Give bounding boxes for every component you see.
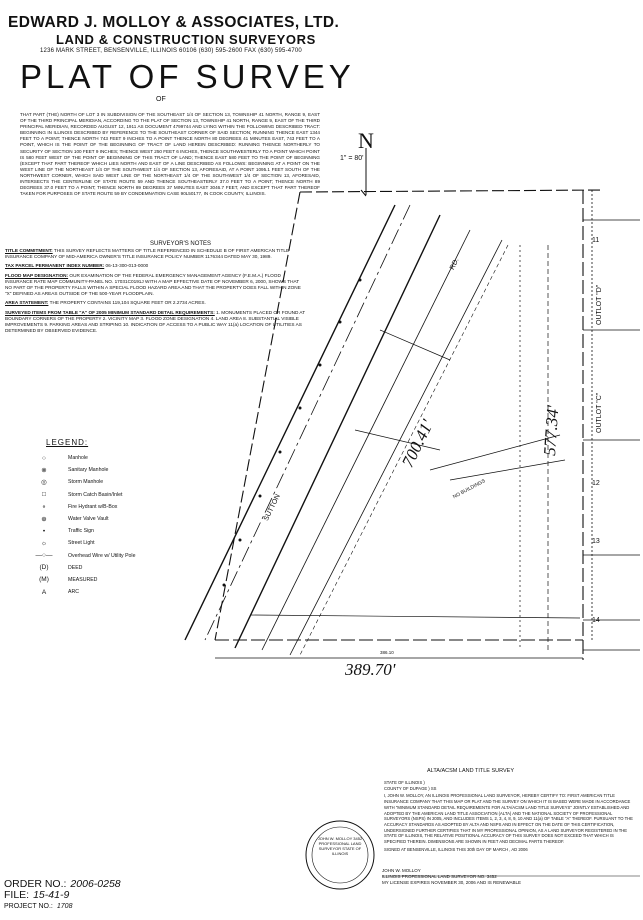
sig-line3: MY LICENSE EXPIRES NOVEMBER 30, 2006 AND IS RENEWABLE bbox=[382, 880, 522, 885]
seal-text: JOHN W. MOLLOY 3452 PROFESSIONAL LAND SURVEYOR STATE OF ILLINOIS bbox=[317, 836, 363, 856]
cert-state: STATE OF ILLINOIS ) bbox=[384, 780, 425, 785]
legal-description: THAT PART (THE) NORTH OF LOT 3 IN SUBDIVISION OF THE SOUTHEAST 1/4 OF SECTION 13, TOWNSHIP 41 NORTH, RANGE 9, EAST OF THE THIRD PRINCIPAL MERIDIAN, ACCORDING TO THE PLAT OF SECTION 13, TOWNSHIP 41 NORTH, RANGE 9, EAST OF THE THIRD PRINCIPAL MERIDIAN, RECORDED AUGUST 12, 1911 AS DOCUMENT 4799744 AND LYING WITHIN THE FOLLOWING DESCRIBED TRACT: BEGINNING IN ILLINOIS DESCRIBED BY REFERENCE TO THE SOUTHEAST CORNER OF SAID SECTION; RUNNING THENCE EAST 1344 FEET TO A POINT; THENCE NORTH 743 FEET 9 INCHES TO A POINT THENCE NORTH 80 DEGREES 41 MINUTES EAST, 743 FEET TO A POINT, WHICH IS THE POINT OF THE BEGINNING OF TRACT OF LAND HEREIN DESCRIBED: RUNNING THENCE NORTHERLY TO SECURITY OF SECTION 100 FEET 9 INCHES; THENCE WEST 250 FEET 6 INCHES, THENCE SOUTHWESTERLY TO A POINT WHICH POINT IS 580 FEET WEST OF THE POINT OF BEGINNING OF THIS TRACT OF LAND; THENCE EAST 580 FEET TO THE POINT OF BEGINNING (EXCEPT THAT PART THEREOF WHICH LIES NORTH AND EAST OF A LINE DESCRIBED AS FOLLOWS: BEGINNING AT A POINT ON THE WEST LINE OF THE NORTHEAST 1/4 OF THE SOUTHWEST 1/4 OF SECTION 13, AFORESAID, AT A POINT 1095.1 FEET SOUTH OF THE NORTHWEST CORNER, WHICH SAID WEST LINE OF THE NORTHEAST 1/4 OF THE SOUTHWEST 1/4 OF SECTION 13, AFORESAID, INTERSECTS THE CENTERLINE OF STATE ROUTE 59 AND THENCE SOUTHEASTERLY 37.0 FEET TO A POINT; THENCE NORTH 89 DEGREES 37.0 FEET TO A POINT; THENCE NORTH 89 DEGREES 37 MINUTES EAST 3046.7 FEET, AND EXCEPT THAT PART THEREOF TAKEN FOR PURPOSES OF STATE ROUTE 59 BY CONDEMNATION CASE 90L50177, IN COOK COUNTY, ILLINOIS. bbox=[20, 112, 320, 197]
firm-address: 1236 MARK STREET, BENSENVILLE, ILLINOIS 60106 (630) 595-2600 FAX (630) 595-4700 bbox=[40, 48, 302, 54]
title-of: OF bbox=[156, 96, 166, 103]
lot-number: 11 bbox=[592, 237, 600, 244]
firm-subtitle: LAND & CONSTRUCTION SURVEYORS bbox=[56, 32, 316, 47]
lot-number: 12 bbox=[592, 480, 600, 487]
north-letter: N bbox=[358, 128, 374, 153]
cert-county: COUNTY OF DUPAGE ) SS bbox=[384, 785, 437, 791]
signature-block bbox=[382, 868, 521, 886]
notes-heading: SURVEYOR'S NOTES bbox=[150, 241, 212, 247]
scale-label: 1" = 80' bbox=[340, 155, 364, 162]
note-tax-parcel: TAX PARCEL PERMANENT INDEX NUMBER: 06-13-300-013-0000 bbox=[5, 263, 149, 269]
page-title: PLAT OF SURVEY bbox=[20, 58, 355, 95]
legend-item: ⊕ Water Valve Vault bbox=[30, 513, 180, 525]
legend-item: ◎ Storm Manhole bbox=[30, 476, 180, 488]
sanitary-manhole-icon: ⊗ bbox=[41, 467, 47, 475]
legend-item: (M) MEASURED bbox=[30, 574, 180, 586]
lot-number: 13 bbox=[592, 538, 600, 545]
measured-icon: (M) bbox=[39, 576, 49, 584]
dimension-east: 577.34' bbox=[540, 404, 563, 457]
note-flood: FLOOD MAP DESIGNATION: OUR EXAMINATION OF THE FEDERAL EMERGENCY MANAGEMENT AGENCY (F.E.M.A.) FLOOD INSURANCE RATE MAP COMMUNITY-PANEL NO. 17031C0191J WITH A MAP EFFECTIVE DATE OF NOVEMBER 6, 2000, SHOWS THAT NO PART OF THE PROPERTY FALLS WITHIN A SPECIAL FLOOD HAZARD AREA AND THAT THE PROPERTY DOES FALL WITHIN ZONE "X" DEFINED AS AREAS OUTSIDE OF THE 500-YEAR FLOODPLAIN. bbox=[5, 272, 301, 297]
lot-number: 14 bbox=[592, 617, 600, 624]
lot-lines bbox=[520, 220, 640, 650]
legend-item: (D) DEED bbox=[30, 562, 180, 574]
dimension-south: 389.70' bbox=[345, 660, 396, 679]
legend-item: □ Storm Catch Basin/Inlet bbox=[30, 489, 180, 501]
legend-item: ○ Manhole bbox=[30, 452, 180, 464]
legend-heading: LEGEND: bbox=[46, 438, 89, 447]
cert-signed: SIGNED AT BENSENVILLE, ILLINOIS THIS 30th DAY OF MARCH , AD 2006 bbox=[384, 846, 528, 852]
deed-icon: (D) bbox=[39, 564, 49, 572]
legend-item: ☼ Street Light bbox=[30, 537, 180, 549]
no-buildings-label: NO BUILDINGS bbox=[452, 478, 487, 501]
order-block bbox=[4, 879, 121, 912]
surveyor-notes bbox=[5, 248, 305, 337]
cert-body: I, JOHN W. MOLLOY, AN ILLINOIS PROFESSIONAL LAND SURVEYOR, HEREBY CERTIFY TO: FIRST AMERICAN TITLE INSURANCE COMPANY THAT THIS MAP OR PLAT AND THE SURVEY ON WHICH IT IS BASED WERE MADE IN ACCORDANCE WITH "MINIMUM STANDARD DETAIL REQUIREMENTS FOR ALTA/ACSM LAND TITLE SURVEYS" JOINTLY ESTABLISHED AND ADOPTED BY THE AMERICAN LAND TITLE ASSOCIATION (ALTA) AND THE NATIONAL SOCIETY OF PROFESSIONAL SURVEYORS (NSPS) IN 2005, AND INCLUDES ITEMS 1, 2, 3, 4, 8, 9, 10 AND 11(a) OF TABLE "A" THEREOF. PURSUANT TO THE ACCURACY STANDARDS AS ADOPTED BY ALTA AND NSPS AND IN EFFECT ON THE DATE OF THIS CERTIFICATION, UNDERSIGNED FURTHER CERTIFIES THAT IN MY PROFESSIONAL OPINION, AS A LAND SURVEYOR REGISTERED IN THE STATE OF ILLINOIS, THE RELATIVE POSITIONAL ACCURACY OF THIS SURVEY DOES NOT EXCEED THAT WHICH IS SPECIFIED THEREIN. DIMENSIONS ARE SHOWN IN FEET AND DECIMAL PARTS THEREOF. bbox=[384, 793, 633, 845]
storm-manhole-icon: ◎ bbox=[41, 479, 47, 487]
outlot-d-label: OUTLOT "D" bbox=[596, 284, 603, 325]
street-light-icon: ☼ bbox=[41, 539, 47, 547]
dimension-west: 700.41' bbox=[398, 416, 438, 471]
arc-icon: A bbox=[41, 588, 47, 596]
traffic-sign-icon: • bbox=[42, 527, 46, 535]
alta-certificate bbox=[384, 780, 634, 852]
legend-item: ⊗ Sanitary Manhole bbox=[30, 464, 180, 476]
bottom-dimension: 386.10 bbox=[380, 650, 394, 655]
project-row: PROJECT NO.: 1708 bbox=[4, 903, 73, 910]
legend bbox=[30, 452, 180, 598]
fire-hydrant-icon: ⚬ bbox=[41, 503, 47, 511]
road-label-rd: RD. bbox=[449, 257, 461, 272]
file-row: FILE: 15-41-9 bbox=[4, 889, 70, 901]
legend-item: • Traffic Sign bbox=[30, 525, 180, 537]
legend-item: —○— Overhead Wire w/ Utility Pole bbox=[30, 550, 180, 562]
note-title-commitment: TITLE COMMITMENT: THIS SURVEY REFLECTS MATTERS OF TITLE REFERENCED IN SCHEDULE B OF FIRST AMERICAN TITLE INSURANCE COMPANY OF MID-AMERICA OWNER'S TITLE INSURANCE POLICY NUMBER 1176344 DATED MAY 30, 1989. bbox=[5, 248, 290, 260]
water-valve-icon: ⊕ bbox=[41, 516, 47, 524]
road-label: SUTTON bbox=[263, 493, 282, 523]
note-table-a: SURVEYED ITEMS FROM TABLE "A" OF 2005 MINIMUM STANDARD DETAIL REQUIREMENTS: 1. MONUMENTS PLACED OR FOUND AT BOUNDARY CORNERS OF THE PROPERTY 2. VICINITY MAP 3. FLOOD ZONE DESIGNATION 4. LAND AREA 8. SUBSTANTIAL VISIBLE IMPROVEMENTS 9. PARKING AREAS AND STRIPING 10. INDICATION OF ACCESS TO A PUBLIC WAY 11(a) LOCATION OF UTILITIES AS DETERMINED BY OBSERVED EVIDENCE. bbox=[5, 309, 305, 334]
firm-name: EDWARD J. MOLLOY & ASSOCIATES, LTD. bbox=[8, 14, 340, 31]
legend-item: A ARC bbox=[30, 586, 180, 598]
alta-heading: ALTA/ACSM LAND TITLE SURVEY bbox=[427, 768, 515, 774]
outlot-c-label: OUTLOT "C" bbox=[596, 392, 603, 433]
sig-name: JOHN W. MOLLOY bbox=[382, 868, 421, 873]
legend-item: ⚬ Fire Hydrant w/B-Box bbox=[30, 501, 180, 513]
order-row: ORDER NO.: 2006-0258 bbox=[4, 878, 121, 890]
overhead-wire-icon: —○— bbox=[35, 552, 53, 560]
catch-basin-icon: □ bbox=[42, 491, 46, 499]
manhole-icon: ○ bbox=[42, 454, 46, 462]
note-area: AREA STATEMENT: THE PROPERTY CONTAINS 119,104 SQUARE FEET OR 2.2734 ACRES. bbox=[5, 300, 206, 306]
sig-line2: ILLINOIS PROFESSIONAL LAND SURVEYOR NO. 3452 bbox=[382, 874, 497, 879]
